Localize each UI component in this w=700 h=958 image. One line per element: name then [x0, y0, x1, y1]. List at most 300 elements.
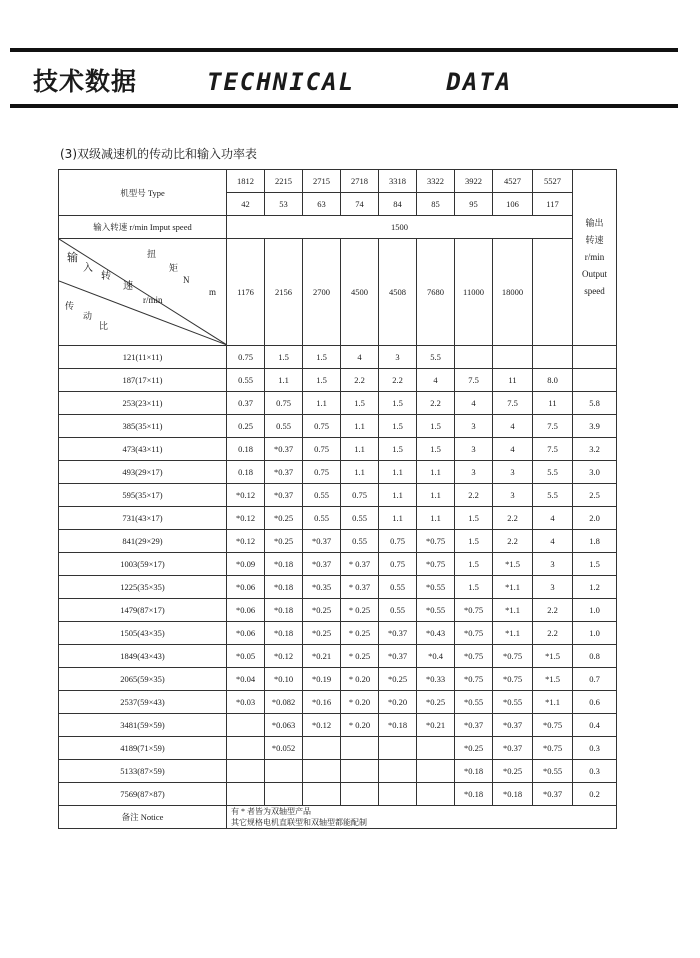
output-speed-cell: 3.2 — [573, 438, 617, 461]
output-speed-line: r/min — [584, 252, 605, 262]
power-cell: *0.75 — [417, 530, 455, 553]
model-cell: 3322 — [417, 170, 455, 193]
size-cell: 63 — [303, 193, 341, 216]
power-cell: * 0.20 — [341, 691, 379, 714]
torque-cell: 7680 — [417, 239, 455, 346]
power-cell: 1.5 — [379, 438, 417, 461]
power-cell: 0.18 — [227, 438, 265, 461]
output-speed-cell — [573, 369, 617, 392]
power-cell — [303, 737, 341, 760]
size-cell: 95 — [455, 193, 493, 216]
power-cell — [303, 783, 341, 806]
power-cell: 7.5 — [533, 415, 573, 438]
table-row — [59, 461, 617, 484]
power-cell: 0.55 — [303, 484, 341, 507]
notice-label: 备注 Notice — [59, 806, 227, 829]
power-cell: 3 — [493, 484, 533, 507]
power-cell: 1.5 — [455, 507, 493, 530]
size-cell: 117 — [533, 193, 573, 216]
power-cell: *0.55 — [417, 576, 455, 599]
output-speed-cell: 1.2 — [573, 576, 617, 599]
power-cell: *0.18 — [265, 622, 303, 645]
power-cell: *0.55 — [417, 599, 455, 622]
diag-torque-unit: N — [183, 275, 190, 285]
power-cell: 4 — [533, 530, 573, 553]
power-cell: *0.18 — [265, 576, 303, 599]
model-cell: 3318 — [379, 170, 417, 193]
power-cell: 3 — [493, 461, 533, 484]
torque-cell: 1176 — [227, 239, 265, 346]
power-cell: *0.75 — [493, 645, 533, 668]
power-cell: 0.75 — [265, 392, 303, 415]
power-cell: 0.55 — [227, 369, 265, 392]
torque-cell: 4500 — [341, 239, 379, 346]
power-cell: *0.75 — [533, 714, 573, 737]
power-cell: 3 — [533, 576, 573, 599]
output-speed-cell: 3.0 — [573, 461, 617, 484]
power-cell: 1.5 — [417, 438, 455, 461]
diag-ratio-char: 动 — [83, 311, 93, 321]
output-speed-cell: 2.0 — [573, 507, 617, 530]
table-row — [59, 783, 617, 806]
power-cell — [533, 346, 573, 369]
power-cell: * 0.25 — [341, 622, 379, 645]
table-row — [59, 760, 617, 783]
power-cell: 4 — [417, 369, 455, 392]
power-cell: *0.25 — [455, 737, 493, 760]
output-speed-cell: 0.6 — [573, 691, 617, 714]
output-speed-cell: 0.3 — [573, 737, 617, 760]
torque-row — [59, 239, 617, 346]
power-cell: 2.2 — [533, 622, 573, 645]
power-cell — [417, 783, 455, 806]
torque-cell — [533, 239, 573, 346]
input-speed-label: 输入转速 r/min Imput speed — [59, 216, 227, 239]
power-cell: 7.5 — [533, 438, 573, 461]
power-cell: * 0.25 — [341, 645, 379, 668]
power-cell: 3 — [455, 438, 493, 461]
ratio-cell: 1003(59×17) — [59, 553, 227, 576]
header-rule-bottom — [10, 104, 678, 108]
power-cell: *0.063 — [265, 714, 303, 737]
size-cell: 42 — [227, 193, 265, 216]
notice-line: 其它规格电机直联型和双轴型都能配制 — [231, 818, 367, 827]
power-cell: *0.09 — [227, 553, 265, 576]
power-cell: *0.082 — [265, 691, 303, 714]
power-cell: 1.5 — [379, 392, 417, 415]
power-cell: 1.1 — [341, 461, 379, 484]
power-cell — [341, 760, 379, 783]
power-cell: 0.55 — [303, 507, 341, 530]
power-cell: *0.25 — [379, 668, 417, 691]
power-cell — [379, 783, 417, 806]
power-cell — [227, 714, 265, 737]
power-cell: 0.75 — [303, 461, 341, 484]
power-cell: *0.25 — [303, 622, 341, 645]
model-row — [59, 170, 617, 193]
input-speed-value: 1500 — [227, 216, 573, 239]
power-cell: *0.12 — [227, 530, 265, 553]
power-cell: 2.2 — [379, 369, 417, 392]
power-cell: 4 — [341, 346, 379, 369]
notice-line: 有 * 者皆为双轴型产品 — [231, 807, 311, 816]
power-cell: 1.1 — [341, 438, 379, 461]
power-cell: *0.25 — [493, 760, 533, 783]
power-cell: *0.37 — [265, 484, 303, 507]
power-cell: *0.55 — [533, 760, 573, 783]
power-cell: *0.18 — [455, 783, 493, 806]
power-cell: 1.5 — [455, 576, 493, 599]
power-cell: * 0.37 — [341, 553, 379, 576]
power-cell: * 0.20 — [341, 714, 379, 737]
power-cell: 4 — [493, 415, 533, 438]
power-cell: *0.06 — [227, 576, 265, 599]
diagonal-header-cell — [59, 239, 227, 346]
power-cell — [455, 346, 493, 369]
power-cell: *0.05 — [227, 645, 265, 668]
power-cell: 5.5 — [417, 346, 455, 369]
ratio-cell: 1479(87×17) — [59, 599, 227, 622]
power-cell: 1.5 — [455, 530, 493, 553]
table-row — [59, 415, 617, 438]
model-cell: 2715 — [303, 170, 341, 193]
power-cell: 2.2 — [341, 369, 379, 392]
table-row — [59, 737, 617, 760]
diag-input-char: 输 — [67, 252, 78, 264]
power-cell: 1.5 — [303, 346, 341, 369]
power-cell: *0.20 — [379, 691, 417, 714]
output-speed-cell: 2.5 — [573, 484, 617, 507]
ratio-cell: 1225(35×35) — [59, 576, 227, 599]
power-cell: 0.55 — [379, 599, 417, 622]
table-row — [59, 599, 617, 622]
power-cell: * 0.37 — [341, 576, 379, 599]
size-cell: 85 — [417, 193, 455, 216]
power-cell: 0.75 — [379, 553, 417, 576]
power-cell: 1.5 — [341, 392, 379, 415]
output-speed-line: 输出 — [585, 218, 604, 228]
power-cell: 4 — [533, 507, 573, 530]
ratio-power-table — [58, 169, 617, 829]
power-cell: 1.1 — [379, 461, 417, 484]
power-cell: 1.1 — [417, 461, 455, 484]
power-cell: *0.21 — [417, 714, 455, 737]
power-cell: 0.18 — [227, 461, 265, 484]
table-row — [59, 691, 617, 714]
diag-ratio-char: 比 — [99, 321, 109, 331]
ratio-cell: 5133(87×59) — [59, 760, 227, 783]
power-cell: 2.2 — [493, 507, 533, 530]
power-cell: *0.75 — [533, 737, 573, 760]
power-cell — [265, 783, 303, 806]
power-cell: *0.04 — [227, 668, 265, 691]
power-cell — [303, 760, 341, 783]
power-cell: * 0.20 — [341, 668, 379, 691]
power-cell: 2.2 — [493, 530, 533, 553]
power-cell: *0.75 — [493, 668, 533, 691]
power-cell: *0.18 — [265, 599, 303, 622]
ratio-cell: 1849(43×43) — [59, 645, 227, 668]
ratio-cell: 7569(87×87) — [59, 783, 227, 806]
power-cell: 5.5 — [533, 484, 573, 507]
output-speed-line: Output — [581, 269, 607, 279]
table-row — [59, 438, 617, 461]
power-cell: *0.25 — [303, 599, 341, 622]
power-cell: 0.37 — [227, 392, 265, 415]
power-cell: *0.37 — [303, 553, 341, 576]
power-cell: *0.18 — [379, 714, 417, 737]
power-cell: *0.25 — [265, 507, 303, 530]
power-cell — [227, 737, 265, 760]
power-cell: 1.1 — [265, 369, 303, 392]
diag-input-char: 入 — [83, 263, 93, 274]
table-row — [59, 714, 617, 737]
power-cell: *1.5 — [533, 668, 573, 691]
model-cell: 4527 — [493, 170, 533, 193]
power-cell: *1.5 — [493, 553, 533, 576]
power-cell: 1.1 — [303, 392, 341, 415]
output-speed-cell: 5.8 — [573, 392, 617, 415]
power-cell: *0.55 — [455, 691, 493, 714]
power-cell: *0.03 — [227, 691, 265, 714]
power-cell: 1.1 — [379, 484, 417, 507]
model-cell: 5527 — [533, 170, 573, 193]
power-cell — [341, 783, 379, 806]
diag-torque-char: 扭 — [147, 249, 157, 259]
table-row — [59, 484, 617, 507]
power-cell: *0.4 — [417, 645, 455, 668]
ratio-cell: 731(43×17) — [59, 507, 227, 530]
power-cell: 3 — [533, 553, 573, 576]
power-cell: *0.18 — [493, 783, 533, 806]
power-cell: *0.19 — [303, 668, 341, 691]
model-cell: 1812 — [227, 170, 265, 193]
size-cell: 74 — [341, 193, 379, 216]
ratio-cell: 4189(71×59) — [59, 737, 227, 760]
output-speed-cell: 3.9 — [573, 415, 617, 438]
output-speed-cell: 0.7 — [573, 668, 617, 691]
power-cell — [227, 760, 265, 783]
power-cell: *0.37 — [379, 622, 417, 645]
table-row — [59, 530, 617, 553]
power-cell: 0.55 — [341, 530, 379, 553]
power-cell: *0.25 — [265, 530, 303, 553]
power-cell: *1.1 — [493, 599, 533, 622]
power-cell: *0.25 — [417, 691, 455, 714]
power-cell: 1.1 — [417, 507, 455, 530]
header-rule-top — [10, 48, 678, 52]
model-cell: 2215 — [265, 170, 303, 193]
power-cell: *0.06 — [227, 622, 265, 645]
power-cell — [417, 760, 455, 783]
power-cell: 0.75 — [227, 346, 265, 369]
table-row — [59, 346, 617, 369]
diag-input-char: 速 — [123, 281, 133, 292]
power-cell: 2.2 — [455, 484, 493, 507]
power-cell — [379, 760, 417, 783]
table-row — [59, 576, 617, 599]
power-cell: *0.43 — [417, 622, 455, 645]
power-cell: 2.2 — [417, 392, 455, 415]
output-speed-cell: 1.8 — [573, 530, 617, 553]
output-speed-cell: 0.4 — [573, 714, 617, 737]
power-cell: 0.75 — [303, 438, 341, 461]
power-cell: 3 — [379, 346, 417, 369]
ratio-cell: 841(29×29) — [59, 530, 227, 553]
power-cell: 7.5 — [455, 369, 493, 392]
table-row — [59, 622, 617, 645]
diagonal-lines — [59, 239, 227, 345]
ratio-cell: 493(29×17) — [59, 461, 227, 484]
power-cell: *0.12 — [227, 507, 265, 530]
output-speed-line: speed — [584, 286, 605, 296]
power-cell — [227, 783, 265, 806]
power-cell: 1.5 — [265, 346, 303, 369]
power-cell: 3 — [455, 461, 493, 484]
power-cell: 4 — [493, 438, 533, 461]
power-cell: 0.55 — [341, 507, 379, 530]
power-cell — [379, 737, 417, 760]
input-speed-row — [59, 216, 617, 239]
table-row — [59, 507, 617, 530]
power-cell: 1.5 — [455, 553, 493, 576]
diag-torque-char: 矩 — [169, 263, 179, 273]
ratio-cell: 253(23×11) — [59, 392, 227, 415]
power-cell: *1.1 — [493, 622, 533, 645]
power-cell: *0.37 — [303, 530, 341, 553]
power-cell: 1.1 — [379, 507, 417, 530]
power-cell: 11 — [493, 369, 533, 392]
power-cell: *0.75 — [455, 668, 493, 691]
power-cell: 1.5 — [417, 415, 455, 438]
power-cell: 0.55 — [265, 415, 303, 438]
size-cell: 53 — [265, 193, 303, 216]
ratio-cell: 2065(59×35) — [59, 668, 227, 691]
power-cell — [417, 737, 455, 760]
power-cell: *0.37 — [455, 714, 493, 737]
power-cell: *0.12 — [303, 714, 341, 737]
power-cell: *0.37 — [493, 737, 533, 760]
power-cell: *0.12 — [227, 484, 265, 507]
notice-text — [227, 806, 617, 829]
power-cell: *0.10 — [265, 668, 303, 691]
output-speed-cell: 0.2 — [573, 783, 617, 806]
output-speed-line: 转速 — [585, 235, 604, 245]
notice-row — [59, 806, 617, 829]
power-cell: 8.0 — [533, 369, 573, 392]
power-cell: 4 — [455, 392, 493, 415]
ratio-cell: 2537(59×43) — [59, 691, 227, 714]
page-title-cn: 技术数据 — [33, 67, 138, 96]
ratio-cell: 3481(59×59) — [59, 714, 227, 737]
power-cell: 3 — [455, 415, 493, 438]
diag-torque-unit: m — [209, 287, 217, 297]
table-row — [59, 645, 617, 668]
power-cell: *0.18 — [455, 760, 493, 783]
power-cell: * 0.25 — [341, 599, 379, 622]
power-cell: *0.37 — [265, 438, 303, 461]
power-cell: *0.33 — [417, 668, 455, 691]
power-cell: *1.1 — [533, 691, 573, 714]
torque-cell: 18000 — [493, 239, 533, 346]
diag-speed-unit: r/min — [143, 295, 163, 305]
torque-cell: 11000 — [455, 239, 493, 346]
diag-input-char: 转 — [101, 271, 111, 282]
power-cell: *0.37 — [379, 645, 417, 668]
ratio-cell: 385(35×11) — [59, 415, 227, 438]
power-cell — [265, 760, 303, 783]
power-cell: *0.06 — [227, 599, 265, 622]
power-cell: *1.5 — [533, 645, 573, 668]
power-cell: 11 — [533, 392, 573, 415]
power-cell: *0.75 — [417, 553, 455, 576]
power-cell: 0.75 — [379, 530, 417, 553]
size-cell: 84 — [379, 193, 417, 216]
power-cell: *0.35 — [303, 576, 341, 599]
output-speed-cell: 0.8 — [573, 645, 617, 668]
power-cell: 1.5 — [379, 415, 417, 438]
ratio-cell: 595(35×17) — [59, 484, 227, 507]
power-cell: 0.25 — [227, 415, 265, 438]
power-cell: *0.12 — [265, 645, 303, 668]
output-speed-cell: 0.3 — [573, 760, 617, 783]
power-cell: 0.55 — [379, 576, 417, 599]
torque-cell: 2156 — [265, 239, 303, 346]
power-cell: *0.37 — [265, 461, 303, 484]
power-cell: *0.37 — [533, 783, 573, 806]
model-cell: 3922 — [455, 170, 493, 193]
power-cell: 2.2 — [533, 599, 573, 622]
table-row — [59, 392, 617, 415]
output-speed-cell: 1.5 — [573, 553, 617, 576]
power-cell: 0.75 — [341, 484, 379, 507]
power-cell: *0.37 — [493, 714, 533, 737]
table-caption: (3)双级减速机的传动比和输入功率表 — [60, 147, 257, 161]
page-title-en: TECHNICAL DATA — [207, 68, 513, 96]
power-cell — [341, 737, 379, 760]
power-cell: 5.5 — [533, 461, 573, 484]
ratio-cell: 473(43×11) — [59, 438, 227, 461]
ratio-cell: 1505(43×35) — [59, 622, 227, 645]
torque-cell: 2700 — [303, 239, 341, 346]
power-cell: 7.5 — [493, 392, 533, 415]
power-cell: 0.75 — [303, 415, 341, 438]
power-cell: *0.75 — [455, 645, 493, 668]
power-cell: *0.18 — [265, 553, 303, 576]
model-cell: 2718 — [341, 170, 379, 193]
size-cell: 106 — [493, 193, 533, 216]
power-cell: *0.75 — [455, 599, 493, 622]
power-cell: *0.052 — [265, 737, 303, 760]
power-cell — [493, 346, 533, 369]
diag-ratio-char: 传 — [65, 301, 75, 311]
output-speed-cell: 1.0 — [573, 622, 617, 645]
power-cell: *0.55 — [493, 691, 533, 714]
power-cell: 1.1 — [417, 484, 455, 507]
power-cell: 1.1 — [341, 415, 379, 438]
diagonal-header — [59, 239, 226, 345]
power-cell: 1.5 — [303, 369, 341, 392]
type-label: 机型号 Type — [59, 170, 227, 216]
torque-cell: 4508 — [379, 239, 417, 346]
power-cell: *0.21 — [303, 645, 341, 668]
output-speed-cell: 1.0 — [573, 599, 617, 622]
power-cell: *0.16 — [303, 691, 341, 714]
table-row — [59, 369, 617, 392]
table-row — [59, 668, 617, 691]
output-speed-header — [573, 170, 617, 346]
output-speed-cell — [573, 346, 617, 369]
